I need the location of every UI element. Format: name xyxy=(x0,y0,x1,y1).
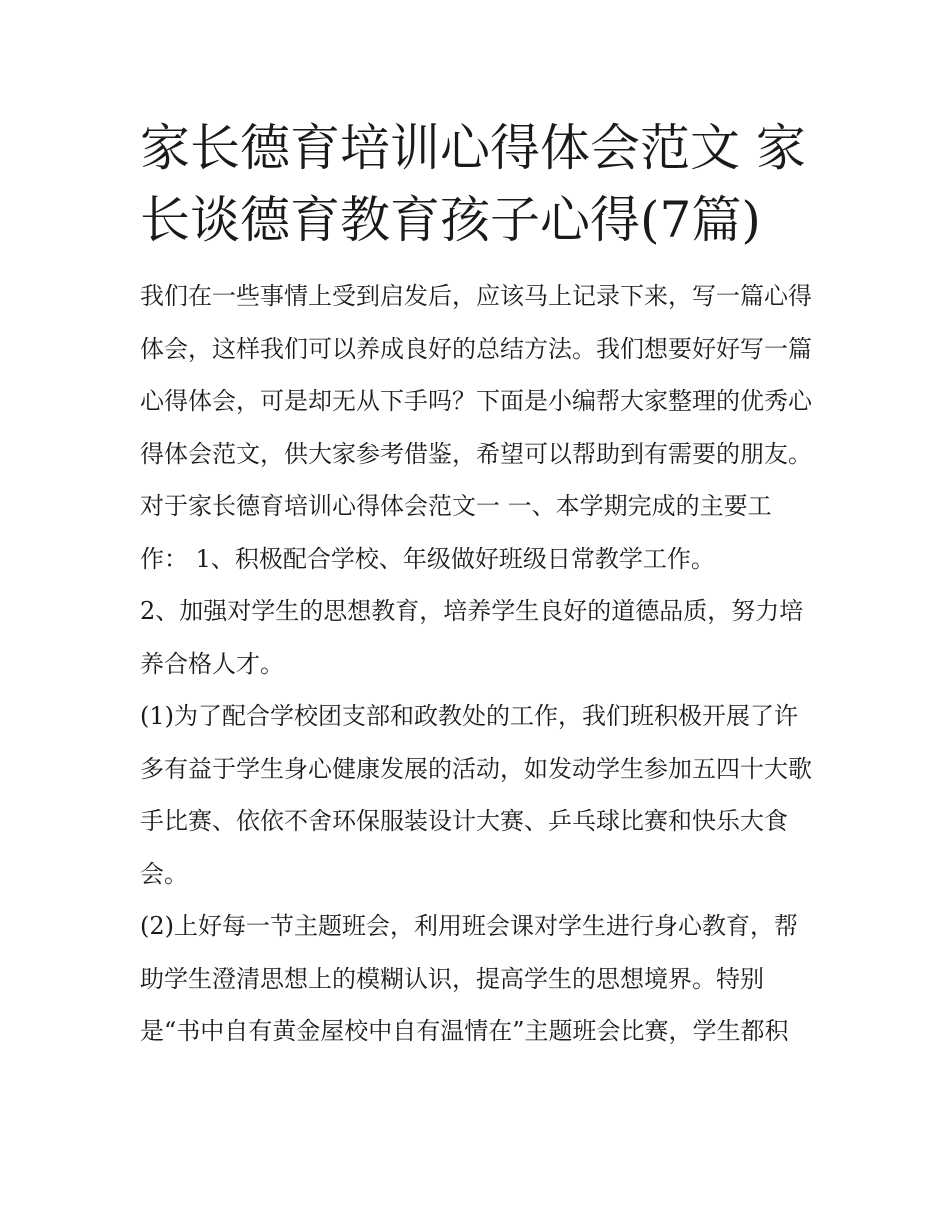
document-title: 家长德育培训心得体会范文 家长谈德育教育孩子心得(7篇) xyxy=(140,119,806,249)
paragraph-item-two: 2、加强对学生的思想教育，培养学生良好的道德品质，努力培养合格人才。 xyxy=(140,597,804,678)
paragraph-sub-item-two: (2)上好每一节主题班会，利用班会课对学生进行身心教育，帮助学生澄清思想上的模糊认识，提高学生的思想境界。特别是“书中自有黄金屋校中自有温情在”主题班会比赛，学生都积 xyxy=(140,912,798,1045)
document-body xyxy=(140,112,812,1058)
paragraph-intro: 我们在一些事情上受到启发后，应该马上记录下来，写一篇心得体会，这样我们可以养成良好的总结方法。我们想要好好写一篇心得体会，可是却无从下手吗？下面是小编帮大家整理的优秀心得体会范文，供大家参考借鉴，希望可以帮助到有需要的朋友。 xyxy=(140,282,812,468)
paragraph-sub-item-one: (1)为了配合学校团支部和政教处的工作，我们班积极开展了许多有益于学生身心健康发展的活动，如发动学生参加五四十大歌手比赛、依依不舍环保服装设计大赛、乒乓球比赛和快乐大食会。 xyxy=(140,702,812,888)
paragraph-section-one: 对于家长德育培训心得体会范文一 一、本学期完成的主要工作： 1、积极配合学校、年级做好班级日常教学工作。 xyxy=(140,492,772,573)
